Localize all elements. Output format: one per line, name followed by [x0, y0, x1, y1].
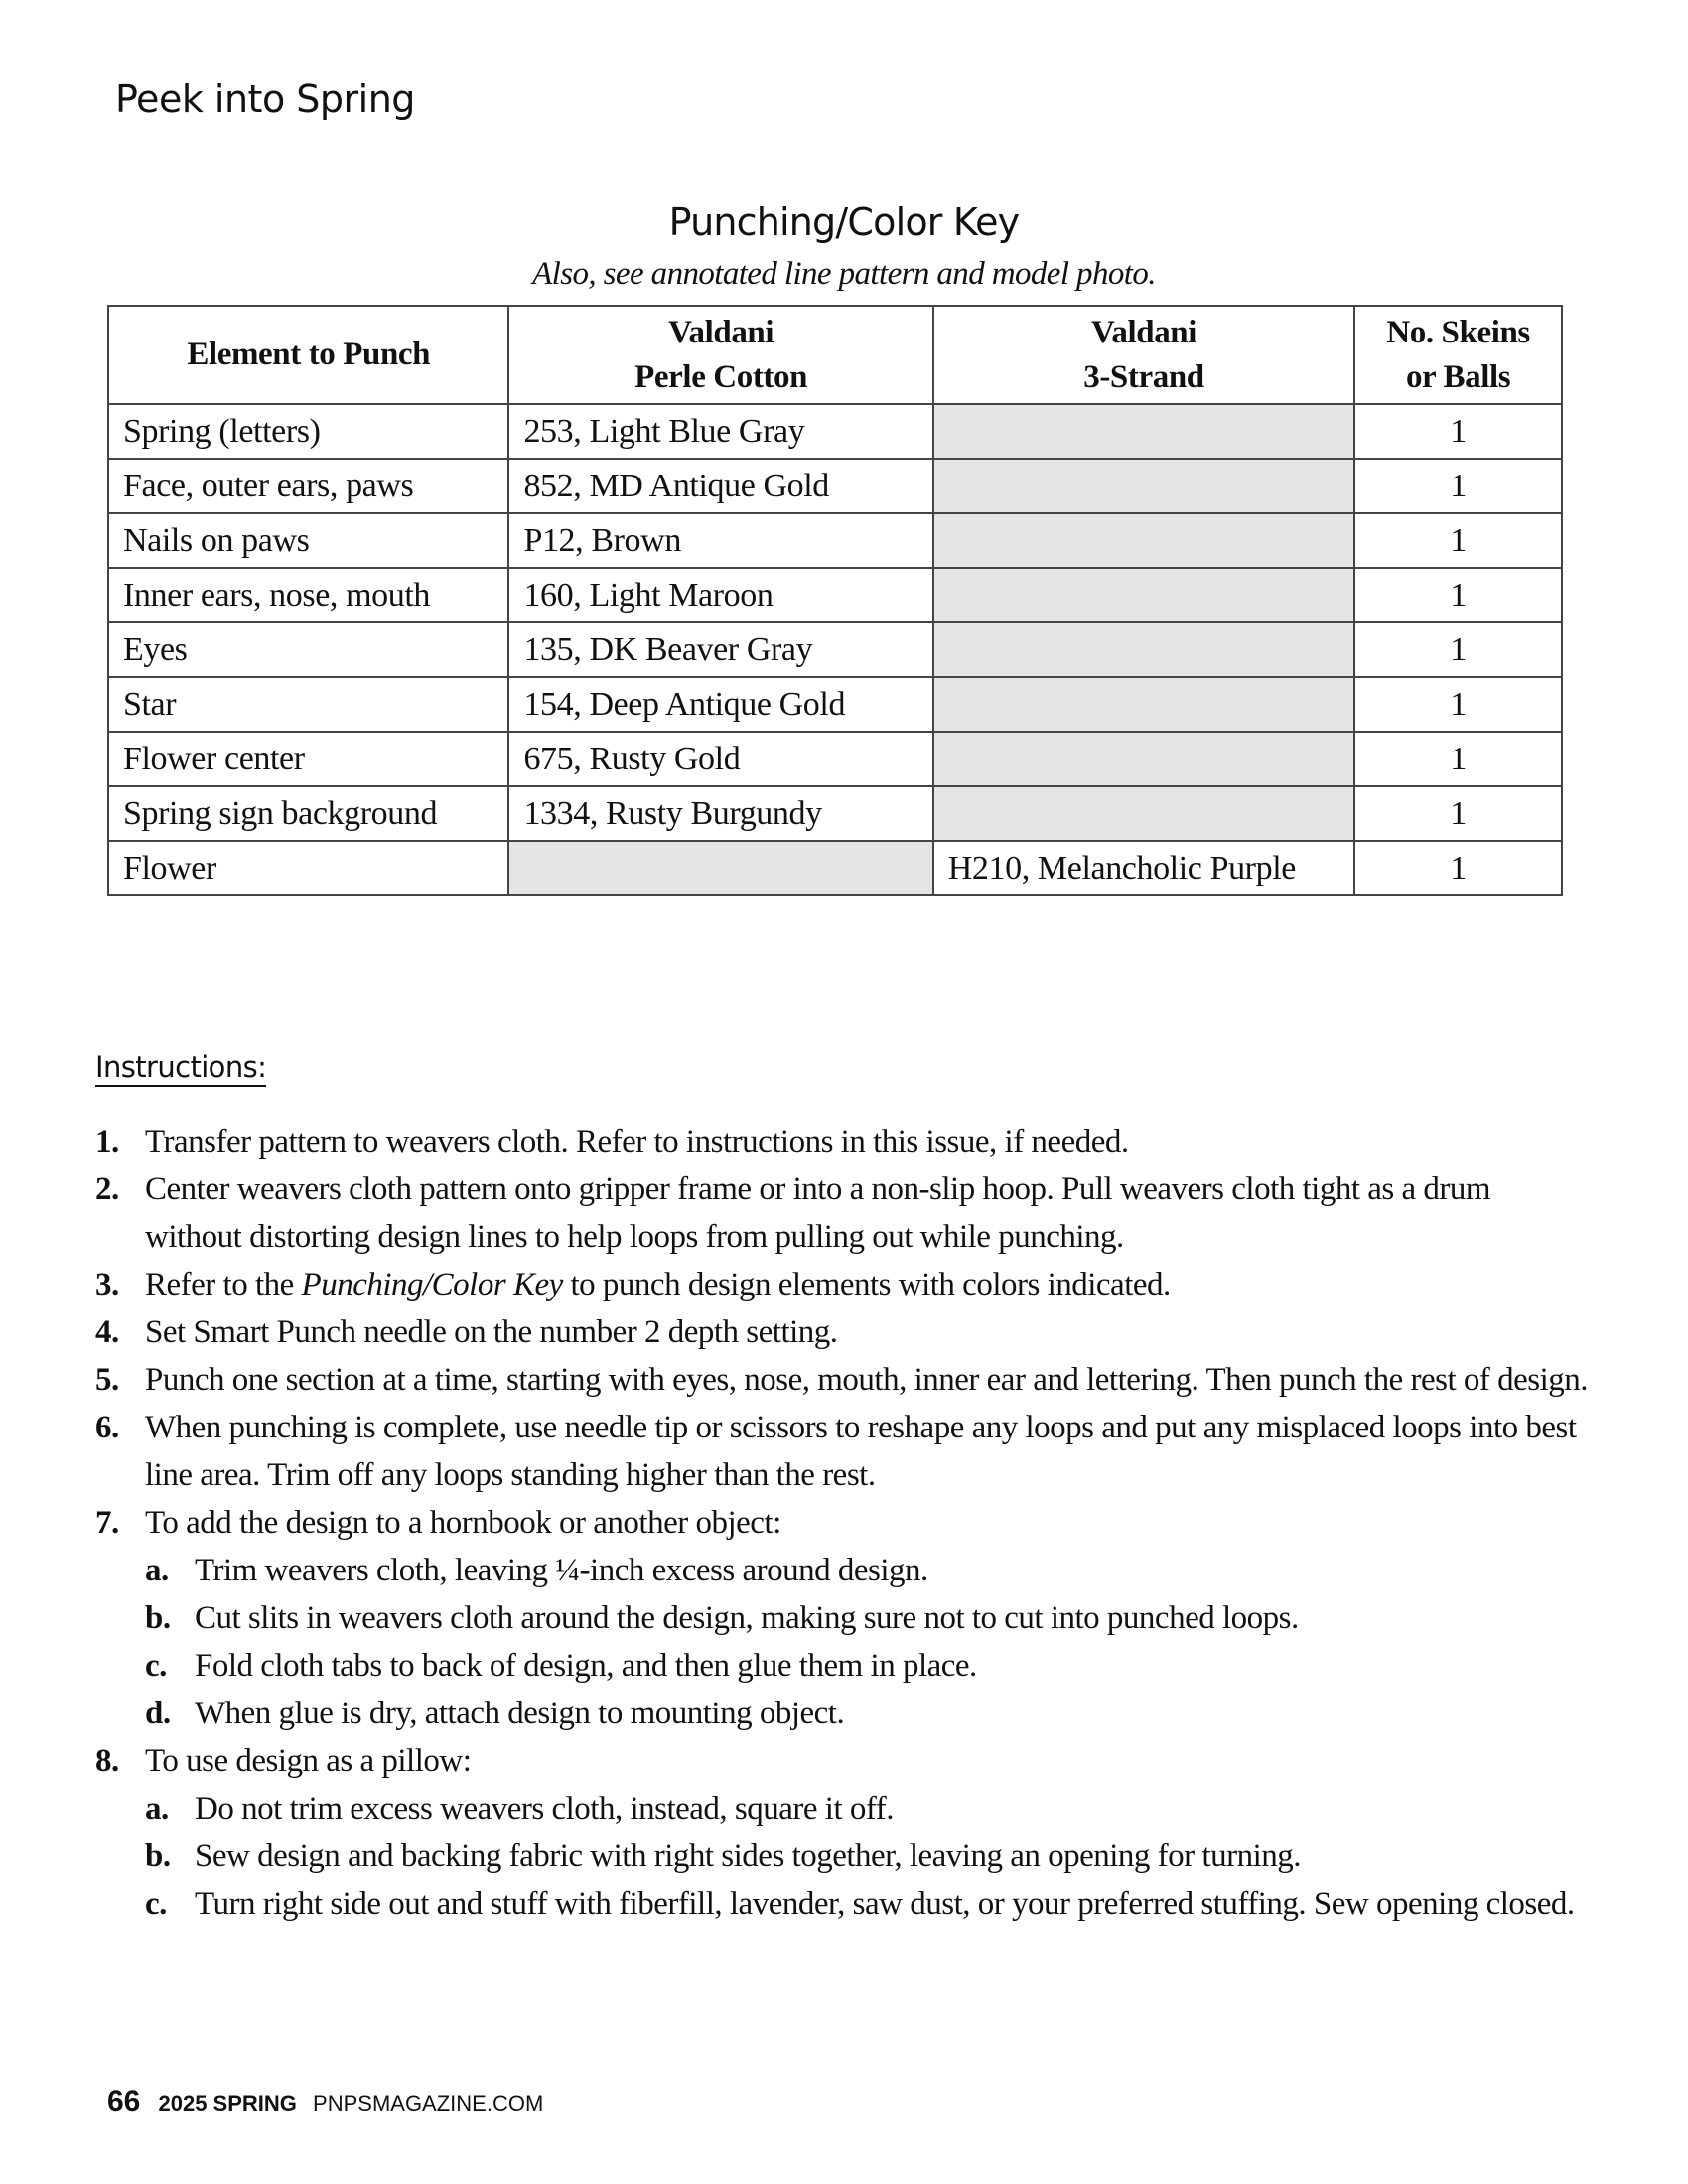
cell-perle-cotton: 675, Rusty Gold — [508, 732, 932, 786]
sub-step — [145, 1594, 1595, 1642]
header-strand-line2: 3-Strand — [1083, 358, 1204, 395]
cell-element: Flower — [108, 841, 508, 895]
instruction-step — [95, 1356, 1595, 1404]
sub-step-letter: c. — [145, 1648, 167, 1684]
sub-step-text: Do not trim excess weavers cloth, instead, square it off. — [195, 1791, 895, 1827]
step-text: To add the design to a hornbook or another object: — [145, 1505, 781, 1541]
header-perle-cotton — [508, 306, 932, 404]
step-text-before: Refer to the — [145, 1267, 302, 1302]
cell-element: Face, outer ears, paws — [108, 459, 508, 513]
header-perle-line1: Valdani — [668, 314, 774, 350]
instruction-step — [95, 1261, 1595, 1308]
sub-step — [145, 1547, 1595, 1594]
cell-element: Flower center — [108, 732, 508, 786]
cell-qty: 1 — [1354, 459, 1562, 513]
step-text: Set Smart Punch needle on the number 2 depth setting. — [145, 1314, 838, 1350]
table-row — [108, 786, 1562, 841]
sub-step — [145, 1690, 1595, 1737]
cell-element: Spring (letters) — [108, 404, 508, 459]
instructions-heading: Instructions: — [95, 1050, 266, 1087]
cell-qty: 1 — [1354, 786, 1562, 841]
cell-qty: 1 — [1354, 732, 1562, 786]
sub-step-text: Fold cloth tabs to back of design, and then glue them in place. — [195, 1648, 977, 1684]
step-number: 8. — [95, 1743, 119, 1779]
table-row — [108, 459, 1562, 513]
sub-step-letter: b. — [145, 1839, 171, 1874]
sub-step-text: Cut slits in weavers cloth around the design, making sure not to cut into punched loops. — [195, 1600, 1299, 1636]
cell-perle-cotton: P12, Brown — [508, 513, 932, 568]
cell-element: Spring sign background — [108, 786, 508, 841]
step-number: 6. — [95, 1410, 119, 1445]
cell-perle-cotton: 135, DK Beaver Gray — [508, 622, 932, 677]
cell-element: Eyes — [108, 622, 508, 677]
cell-three-strand — [933, 786, 1354, 841]
color-key-reference: Punching/Color Key — [301, 1267, 563, 1302]
color-key-title: Punching/Color Key — [668, 201, 1020, 244]
cell-qty: 1 — [1354, 622, 1562, 677]
sub-step — [145, 1785, 1595, 1833]
cell-perle-cotton: 1334, Rusty Burgundy — [508, 786, 932, 841]
cell-three-strand — [933, 677, 1354, 732]
step-text: Punch one section at a time, starting with eyes, nose, mouth, inner ear and lettering. Then punch the rest of design. — [145, 1362, 1589, 1398]
table-row — [108, 622, 1562, 677]
sub-steps — [145, 1785, 1595, 1928]
instruction-step — [95, 1404, 1595, 1499]
instruction-step — [95, 1737, 1595, 1928]
cell-qty: 1 — [1354, 677, 1562, 732]
running-header: Peek into Spring — [115, 77, 415, 121]
cell-three-strand — [933, 568, 1354, 622]
step-number: 4. — [95, 1314, 119, 1350]
cell-element: Inner ears, nose, mouth — [108, 568, 508, 622]
instruction-step — [95, 1499, 1595, 1737]
cell-perle-cotton: 154, Deep Antique Gold — [508, 677, 932, 732]
cell-element: Star — [108, 677, 508, 732]
site-url: PNPSMAGAZINE.COM — [313, 2091, 544, 2116]
table-header-row — [108, 306, 1562, 404]
cell-perle-cotton — [508, 841, 932, 895]
color-key-subtitle: Also, see annotated line pattern and model photo. — [532, 256, 1156, 292]
header-qty — [1354, 306, 1562, 404]
table-row — [108, 404, 1562, 459]
table-row — [108, 732, 1562, 786]
cell-three-strand — [933, 622, 1354, 677]
sub-step — [145, 1880, 1595, 1928]
sub-step — [145, 1833, 1595, 1880]
cell-three-strand: H210, Melancholic Purple — [933, 841, 1354, 895]
cell-qty: 1 — [1354, 568, 1562, 622]
header-perle-line2: Perle Cotton — [634, 358, 808, 395]
cell-qty: 1 — [1354, 841, 1562, 895]
step-text: When punching is complete, use needle tip or scissors to reshape any loops and put any misplaced loops into best line area. Trim off any loops standing higher than the rest. — [145, 1410, 1577, 1493]
cell-three-strand — [933, 404, 1354, 459]
cell-qty: 1 — [1354, 404, 1562, 459]
table-row — [108, 841, 1562, 895]
step-number: 7. — [95, 1505, 119, 1541]
header-element-label: Element to Punch — [187, 337, 431, 372]
step-number: 3. — [95, 1267, 119, 1302]
step-number: 2. — [95, 1171, 119, 1207]
header-three-strand — [933, 306, 1354, 404]
sub-step-text: Sew design and backing fabric with right sides together, leaving an opening for turning. — [195, 1839, 1301, 1874]
cell-perle-cotton: 852, MD Antique Gold — [508, 459, 932, 513]
instruction-step — [95, 1118, 1595, 1165]
step-number: 1. — [95, 1124, 119, 1160]
sub-step-letter: c. — [145, 1886, 167, 1922]
table-row — [108, 677, 1562, 732]
color-key-table — [107, 305, 1563, 896]
sub-step-letter: a. — [145, 1553, 169, 1588]
step-number: 5. — [95, 1362, 119, 1398]
sub-steps — [145, 1547, 1595, 1737]
sub-step-text: When glue is dry, attach design to mounting object. — [195, 1696, 845, 1731]
sub-step-text: Turn right side out and stuff with fiberfill, lavender, saw dust, or your preferred stuffing. Sew opening closed. — [195, 1886, 1575, 1922]
cell-three-strand — [933, 513, 1354, 568]
instruction-step — [95, 1165, 1595, 1261]
page-number: 66 — [107, 2085, 141, 2117]
header-strand-line1: Valdani — [1090, 314, 1197, 350]
cell-perle-cotton: 160, Light Maroon — [508, 568, 932, 622]
cell-perle-cotton: 253, Light Blue Gray — [508, 404, 932, 459]
step-text-after: to punch design elements with colors indicated. — [562, 1267, 1171, 1302]
step-text: Transfer pattern to weavers cloth. Refer to instructions in this issue, if needed. — [145, 1124, 1129, 1160]
cell-three-strand — [933, 459, 1354, 513]
sub-step-letter: d. — [145, 1696, 171, 1731]
cell-three-strand — [933, 732, 1354, 786]
header-qty-line1: No. Skeins — [1386, 314, 1530, 350]
table-row — [108, 513, 1562, 568]
sub-step-letter: a. — [145, 1791, 169, 1827]
step-text: To use design as a pillow: — [145, 1743, 472, 1779]
step-text: Center weavers cloth pattern onto gripper frame or into a non-slip hoop. Pull weavers cloth tight as a drum without distorting design lines to help loops from pulling out while punching. — [145, 1171, 1491, 1255]
instruction-step — [95, 1308, 1595, 1356]
sub-step-letter: b. — [145, 1600, 171, 1636]
issue-label: 2025 SPRING — [158, 2091, 297, 2116]
table-row — [108, 568, 1562, 622]
instructions-list — [95, 1118, 1595, 1928]
cell-qty: 1 — [1354, 513, 1562, 568]
header-element — [108, 306, 508, 404]
page-footer — [107, 2085, 543, 2118]
sub-step-text: Trim weavers cloth, leaving ¼-inch excess around design. — [195, 1553, 928, 1588]
cell-element: Nails on paws — [108, 513, 508, 568]
sub-step — [145, 1642, 1595, 1690]
header-qty-line2: or Balls — [1405, 358, 1511, 395]
